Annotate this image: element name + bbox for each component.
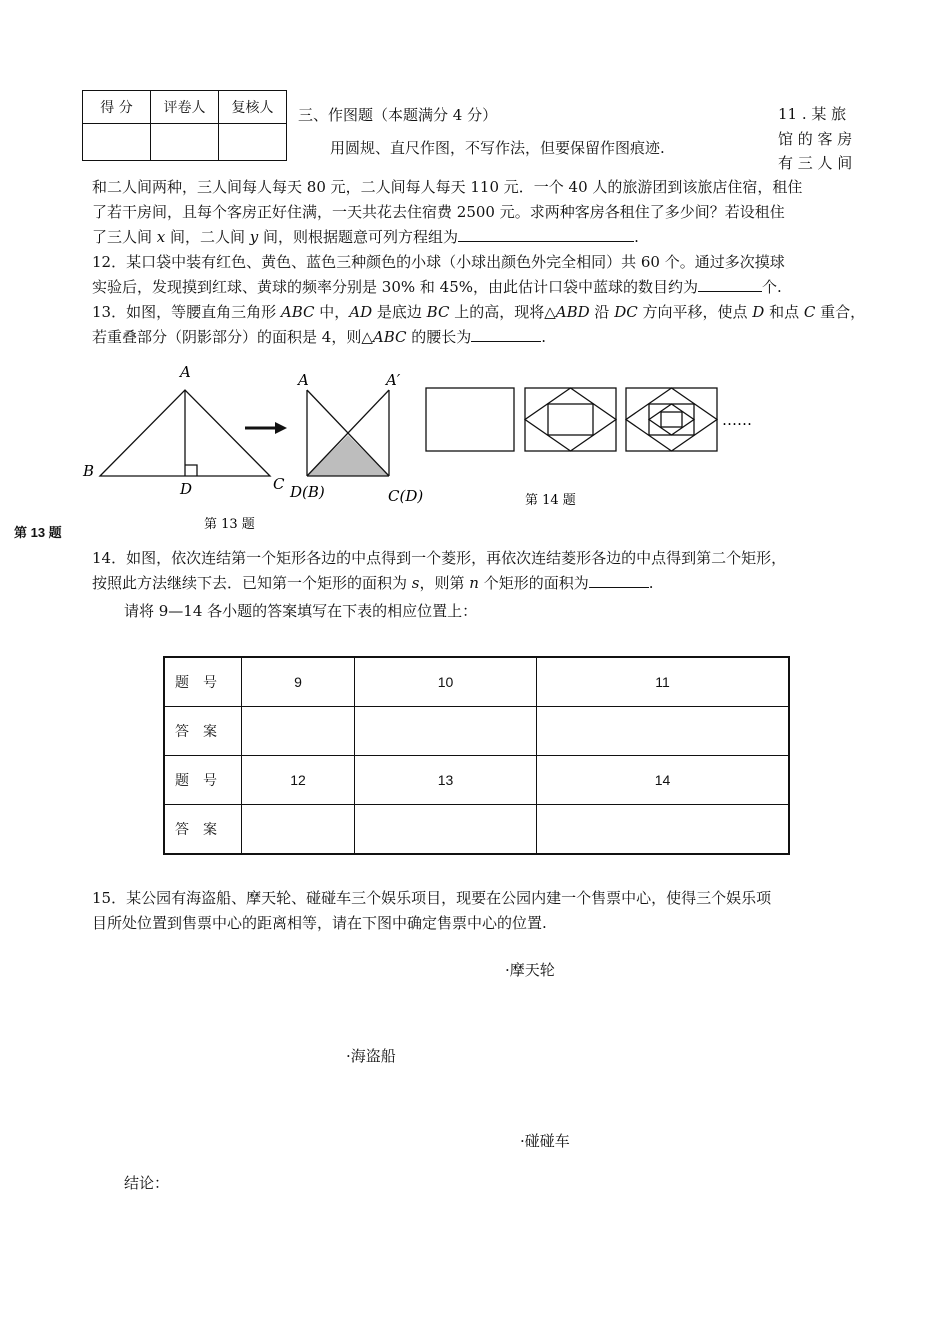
question-number: 14 bbox=[537, 756, 790, 805]
fig13-label-D: D bbox=[180, 480, 193, 498]
fig13-translated bbox=[307, 390, 389, 476]
table-row bbox=[164, 805, 789, 855]
fig13-side-caption: 第 13 题 bbox=[14, 525, 62, 540]
answer-table bbox=[163, 656, 790, 855]
fig13b-label-CD: C(D) bbox=[388, 487, 424, 505]
row-label: 题号 bbox=[164, 756, 242, 805]
row-label: 题号 bbox=[164, 657, 242, 707]
q15-line-1: 15．某公园有海盗船、摩天轮、碰碰车三个娱乐项目，现要在公园内建一个售票中心，使得三个娱乐项 bbox=[92, 889, 772, 907]
question-number: 11 bbox=[537, 657, 790, 707]
fig14-caption: 第 14 题 bbox=[525, 493, 576, 508]
point-bumper-cars: ·碰碰车 bbox=[520, 1132, 570, 1150]
point-ferris-wheel: ·摩天轮 bbox=[505, 961, 555, 979]
fig13-triangle bbox=[100, 390, 270, 476]
score-table bbox=[82, 90, 287, 161]
question-number: 9 bbox=[242, 657, 355, 707]
section-instruction: 用圆规、直尺作图，不写作法，但要保留作图痕迹. bbox=[330, 139, 665, 157]
question-number: 10 bbox=[355, 657, 537, 707]
q11-side-line-3: 有 三 人 间 bbox=[778, 154, 853, 172]
fig13-label-B: B bbox=[83, 462, 95, 480]
table-row bbox=[164, 756, 789, 805]
table-row bbox=[164, 657, 789, 707]
q12-line-2: 实验后，发现摸到红球、黄球的频率分别是 30% 和 45%，由此估计口袋中蓝球的数目约为 个. bbox=[92, 278, 782, 296]
reviewer-cell bbox=[219, 124, 287, 161]
answer-cell[interactable] bbox=[537, 707, 790, 756]
answer-cell[interactable] bbox=[355, 707, 537, 756]
figures-13-14 bbox=[0, 355, 950, 545]
q13-line-1: 13．如图，等腰直角三角形 ABC 中，AD 是底边 BC 上的高，现将△ABD 沿 DC 方向平移，使点 D 和点 C 重合， bbox=[92, 303, 866, 321]
q11-side-line-1: 11 . 某 旅 bbox=[778, 105, 847, 123]
q14-line-1: 14．如图，依次连结第一个矩形各边的中点得到一个菱形，再依次连结菱形各边的中点得到第二个矩形， bbox=[92, 549, 787, 567]
q11-line-1: 和二人间两种，三人间每人每天 80 元，二人间每人每天 110 元．一个 40 人的旅游团到该旅店住宿，租住 bbox=[92, 178, 803, 196]
fig14-shapes bbox=[426, 388, 717, 451]
q11-line-2: 了若干房间，且每个客房正好住满，一天共花去住宿费 2500 元。求两种客房各租住了多少间？若设租住 bbox=[92, 203, 785, 221]
q14-line-2: 按照此方法继续下去．已知第一个矩形的面积为 s，则第 n 个矩形的面积为 . bbox=[92, 574, 654, 592]
arrow-icon bbox=[245, 422, 287, 434]
q15-line-2: 目所处位置到售票中心的距离相等，请在下图中确定售票中心的位置. bbox=[92, 914, 547, 932]
q12-answer-blank[interactable] bbox=[698, 277, 762, 292]
q13-answer-blank[interactable] bbox=[471, 327, 541, 342]
point-pirate-ship: ·海盗船 bbox=[346, 1047, 396, 1065]
q11-answer-blank[interactable] bbox=[458, 227, 634, 242]
section-title: 三、作图题（本题满分 4 分） bbox=[298, 106, 498, 124]
q13-line-2: 若重叠部分（阴影部分）的面积是 4，则△ABC 的腰长为 . bbox=[92, 328, 547, 346]
answer-cell[interactable] bbox=[355, 805, 537, 855]
fig13b-label-DB: D(B) bbox=[290, 483, 325, 501]
table-row bbox=[164, 707, 789, 756]
fig13b-label-Aprime: A′ bbox=[386, 371, 401, 389]
fig13b-label-A: A bbox=[298, 371, 309, 389]
question-number: 12 bbox=[242, 756, 355, 805]
conclusion-label: 结论： bbox=[124, 1174, 170, 1192]
score-header-reviewer: 复核人 bbox=[219, 91, 287, 124]
score-header-score: 得 分 bbox=[83, 91, 151, 124]
answer-instruction: 请将 9—14 各小题的答案填写在下表的相应位置上： bbox=[124, 602, 478, 620]
score-header-grader: 评卷人 bbox=[151, 91, 219, 124]
grader-cell bbox=[151, 124, 219, 161]
q14-answer-blank[interactable] bbox=[589, 573, 649, 588]
score-cell bbox=[83, 124, 151, 161]
answer-cell[interactable] bbox=[242, 707, 355, 756]
q11-line-3: 了三人间 x 间，二人间 y 间，则根据题意可列方程组为 . bbox=[92, 228, 639, 246]
row-label: 答案 bbox=[164, 707, 242, 756]
answer-cell[interactable] bbox=[537, 805, 790, 855]
answer-cell[interactable] bbox=[242, 805, 355, 855]
q12-line-1: 12．某口袋中装有红色、黄色、蓝色三种颜色的小球（小球出颜色外完全相同）共 60 个。通过多次摸球 bbox=[92, 253, 785, 271]
question-number: 13 bbox=[355, 756, 537, 805]
fig13-caption: 第 13 题 bbox=[204, 517, 255, 532]
row-label: 答案 bbox=[164, 805, 242, 855]
q11-side-line-2: 馆 的 客 房 bbox=[778, 130, 853, 148]
fig14-dots: …… bbox=[722, 411, 752, 429]
fig13-label-C: C bbox=[273, 475, 285, 493]
fig13-label-A: A bbox=[180, 363, 191, 381]
